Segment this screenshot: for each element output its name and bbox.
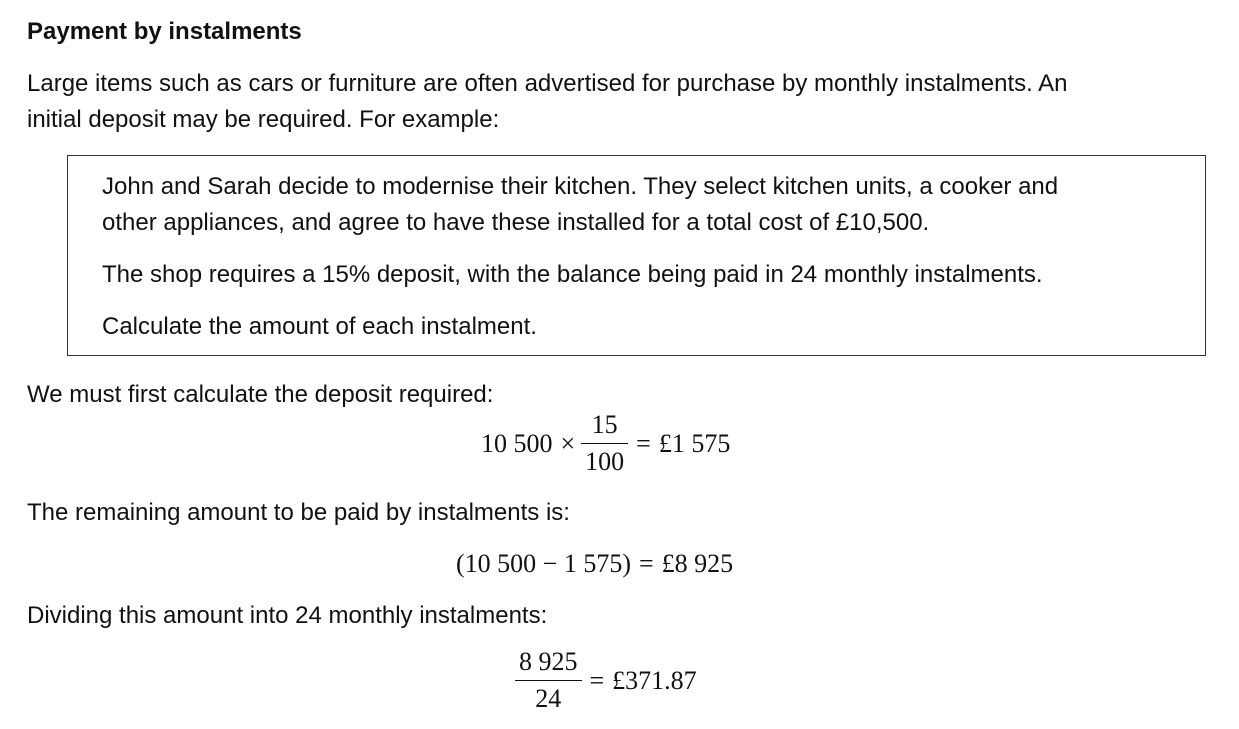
example-line: other appliances, and agree to have these installed for a total cost of £10,500. (102, 209, 930, 236)
equals-sign: = (636, 428, 651, 458)
fraction-instalment (515, 647, 582, 714)
intro-line: initial deposit may be required. For example: (27, 106, 500, 133)
equation-deposit-result: £1 575 (658, 428, 731, 458)
fraction-denominator: 24 (535, 684, 562, 713)
step-dividing-intro: Dividing this amount into 24 monthly instalments: (27, 602, 548, 629)
fraction-percentage (581, 410, 628, 477)
intro-line: Large items such as cars or furniture are often advertised for purchase by monthly instalments. An (27, 70, 1068, 97)
fraction-numerator: 15 (591, 410, 618, 439)
intro-paragraph (27, 66, 1217, 138)
equation-remaining-expression: (10 500 − 1 575) (456, 549, 631, 578)
multiply-operator: × (560, 428, 576, 458)
example-line: Calculate the amount of each instalment. (102, 313, 537, 340)
equals-sign: = (638, 549, 654, 578)
equation-instalment (515, 647, 697, 714)
equals-sign: = (589, 665, 605, 695)
step-deposit-intro: We must first calculate the deposit required: (27, 381, 494, 408)
equation-remaining-result: £8 925 (661, 549, 734, 578)
equation-deposit-lhs: 10 500 (481, 428, 553, 458)
section-heading: Payment by instalments (27, 18, 302, 45)
fraction-numerator: 8 925 (519, 647, 578, 676)
step-remaining-intro: The remaining amount to be paid by instalments is: (27, 499, 570, 526)
equation-remaining (456, 549, 733, 579)
example-paragraph-deposit-terms (102, 257, 1043, 293)
example-paragraph-scenario (102, 169, 1058, 241)
example-paragraph-question (102, 309, 537, 345)
equation-deposit (481, 410, 730, 477)
fraction-denominator: 100 (585, 447, 625, 476)
example-line: The shop requires a 15% deposit, with the balance being paid in 24 monthly instalments. (102, 261, 1043, 288)
equation-instalment-result: £371.87 (612, 665, 697, 695)
example-line: John and Sarah decide to modernise their kitchen. They select kitchen units, a cooker and (102, 173, 1059, 200)
example-box (67, 155, 1206, 356)
